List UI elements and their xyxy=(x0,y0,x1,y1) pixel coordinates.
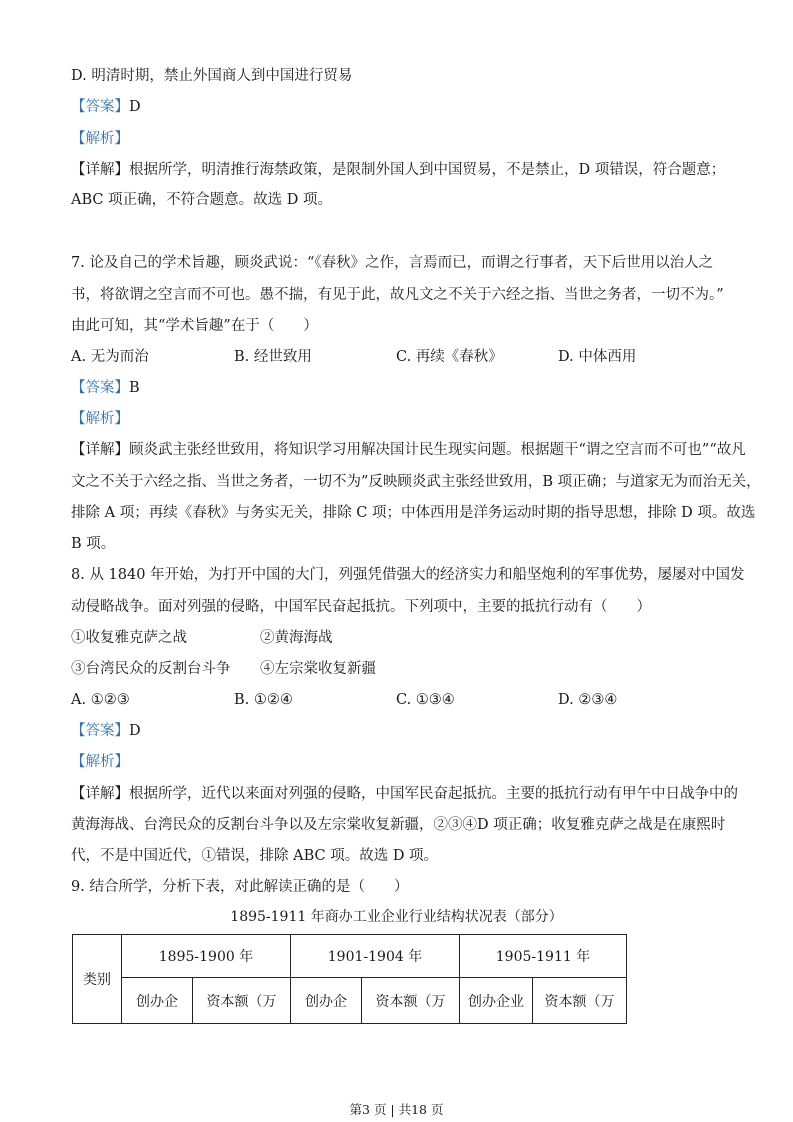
q8-stem-line1: 8. 从 1840 年开始，为打开中国的大门，列强凭借强大的经济实力和船坚炮利的军事优势，屡屡对中国发 xyxy=(71,567,745,583)
table-subheader: 创办企 xyxy=(122,978,193,1024)
answer-value: D xyxy=(129,99,141,115)
q7-stem-line2: 书，将欲谓之空言而不可也。愚不揣，有见于此，故凡文之不关于六经之指、当世之务者，一切不为。” xyxy=(71,287,724,303)
answer-value: D xyxy=(129,723,141,739)
q8-item3: ③台湾民众的反割台斗争 xyxy=(71,661,231,677)
answer-tag: 【答案】 xyxy=(71,99,129,115)
q8-option-d: D. ②③④ xyxy=(558,692,618,708)
table-header-category: 类别 xyxy=(73,935,122,1024)
detail-tag: 【详解】 xyxy=(71,786,129,802)
q7-detail-line2: 文之不关于六经之指、当世之务者，一切不为”反映顾炎武主张经世致用，B 项正确；与道家无为而治无关， xyxy=(71,474,761,490)
answer-tag: 【答案】 xyxy=(71,380,129,396)
analysis-tag: 【解析】 xyxy=(71,411,129,427)
q7-answer xyxy=(71,378,140,398)
q7-stem-line1: 7. 论及自己的学术旨趣，顾炎武说：“《春秋》之作，言焉而已，而谓之行事者，天下后世用以治人之 xyxy=(71,255,714,271)
detail-tag: 【详解】 xyxy=(71,442,129,458)
answer-value: B xyxy=(129,380,140,396)
q8-analysis-tag xyxy=(71,752,129,772)
q7-detail-line1 xyxy=(71,440,746,460)
q6-detail-line1 xyxy=(71,160,725,180)
q7-analysis-tag xyxy=(71,409,129,429)
q8-option-b: B. ①②④ xyxy=(234,692,293,708)
q7-option-d: D. 中体西用 xyxy=(558,349,637,365)
table-header-period-2: 1901-1904 年 xyxy=(291,935,460,978)
q9-stem-line1: 9. 结合所学，分析下表，对此解读正确的是（ ） xyxy=(71,879,409,895)
table-subheader: 创办企 xyxy=(291,978,362,1024)
table-header-period-1: 1895-1900 年 xyxy=(122,935,291,978)
q6-detail-line2: ABC 项正确，不符合题意。故选 D 项。 xyxy=(71,192,332,208)
analysis-tag: 【解析】 xyxy=(71,131,129,147)
table-caption: 1895-1911 年商办工业企业行业结构状况表（部分） xyxy=(230,909,563,925)
q8-option-c: C. ①③④ xyxy=(396,692,455,708)
q6-answer xyxy=(71,97,141,117)
q7-detail-line3: 排除 A 项；再续《春秋》与务实无关，排除 C 项；中体西用是洋务运动时期的指导思想，排除 D 项。故选 xyxy=(71,505,756,521)
detail-text: 顾炎武主张经世致用，将知识学习用解决国计民生现实问题。根据题干“谓之空言而不可也”“故凡 xyxy=(129,442,746,458)
q6-option-d: D. 明清时期，禁止外国商人到中国进行贸易 xyxy=(71,68,353,84)
q8-stem-line2: 动侵略战争。面对列强的侵略，中国军民奋起抵抗。下列项中，主要的抵抗行动有（ ） xyxy=(71,599,651,615)
table-subheader: 资本额（万 xyxy=(193,978,291,1024)
q8-detail-line3: 代，不是中国近代，①错误，排除 ABC 项。故选 D 项。 xyxy=(71,848,439,864)
table-header-period-3: 1905-1911 年 xyxy=(460,935,627,978)
detail-text: 根据所学，近代以来面对列强的侵略，中国军民奋起抵抗。主要的抵抗行动有甲午中日战争中的 xyxy=(129,786,738,802)
analysis-tag: 【解析】 xyxy=(71,754,129,770)
q7-stem-line3: 由此可知，其“学术旨趣”在于（ ） xyxy=(71,318,318,334)
q8-detail-line1 xyxy=(71,784,738,804)
q7-option-a: A. 无为而治 xyxy=(71,349,149,365)
q8-item4: ④左宗棠收复新疆 xyxy=(260,661,376,677)
q8-item1: ①收复雅克萨之战 xyxy=(71,630,187,646)
page-footer: 第3 页 | 共18 页 xyxy=(349,1102,444,1117)
q7-detail-line4: B 项。 xyxy=(71,536,116,552)
table-subheader: 创办企业 xyxy=(460,978,533,1024)
q8-item2: ②黄海海战 xyxy=(260,630,333,646)
q8-option-a: A. ①②③ xyxy=(71,692,130,708)
table-subheader: 资本额（万 xyxy=(533,978,627,1024)
q7-option-b: B. 经世致用 xyxy=(234,349,312,365)
industry-structure-table xyxy=(72,934,627,1024)
detail-tag: 【详解】 xyxy=(71,162,129,178)
q6-analysis-tag xyxy=(71,129,129,149)
q8-answer xyxy=(71,721,141,741)
detail-text: 根据所学，明清推行海禁政策，是限制外国人到中国贸易，不是禁止，D 项错误，符合题意； xyxy=(129,162,726,178)
q8-detail-line2: 黄海海战、台湾民众的反割台斗争以及左宗棠收复新疆，②③④D 项正确；收复雅克萨之战是在康熙时 xyxy=(71,817,726,833)
table-subheader: 资本额（万 xyxy=(362,978,460,1024)
answer-tag: 【答案】 xyxy=(71,723,129,739)
q7-option-c: C. 再续《春秋》 xyxy=(396,349,503,365)
